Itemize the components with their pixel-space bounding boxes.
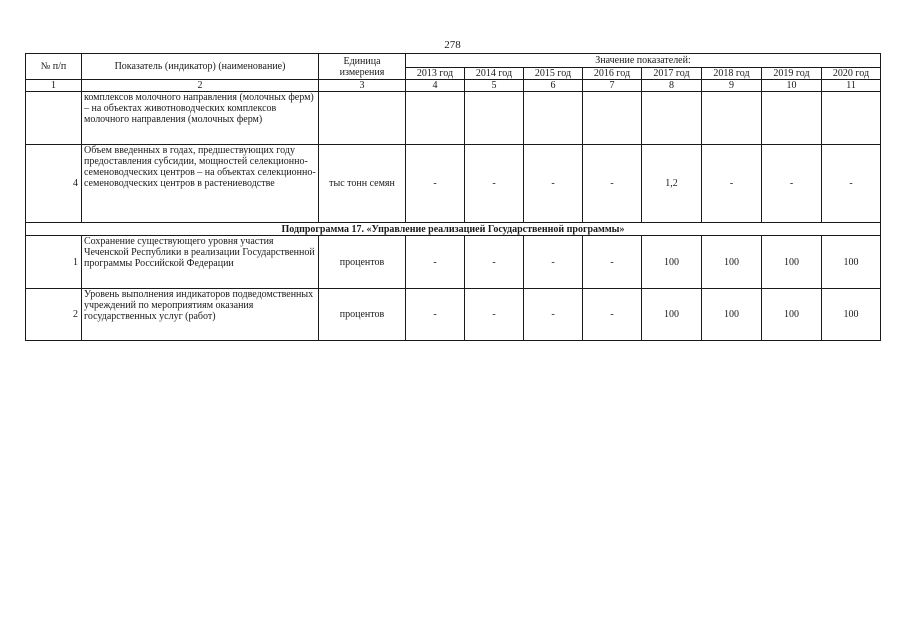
column-number: 3 xyxy=(319,80,406,92)
section-row xyxy=(26,223,881,236)
indicator-name: комплексов молочного направления (молочных ферм) – на объектах животноводческих комплексов молочного направления (молочных ферм) xyxy=(82,92,319,145)
value-cell: 100 xyxy=(642,236,702,289)
value-cell: 100 xyxy=(702,236,762,289)
value-cell: - xyxy=(583,236,642,289)
value-cell xyxy=(822,92,881,145)
row-number xyxy=(26,92,82,145)
indicators-table xyxy=(25,53,881,341)
value-cell xyxy=(406,92,465,145)
table-row xyxy=(26,236,881,289)
header-unit: Единица измерения xyxy=(319,54,406,80)
value-cell: 100 xyxy=(762,236,822,289)
header-row xyxy=(26,54,881,68)
value-cell xyxy=(702,92,762,145)
header-year: 2017 год xyxy=(642,68,702,80)
section-title: Подпрограмма 17. «Управление реализацией Государственной программы» xyxy=(26,223,881,236)
value-cell: - xyxy=(702,145,762,223)
value-cell xyxy=(642,92,702,145)
header-values-group: Значение показателей: xyxy=(406,54,881,68)
table-row xyxy=(26,92,881,145)
indicator-name: Уровень выполнения индикаторов подведомственных учреждений по мероприятиям оказания государственных услуг (работ) xyxy=(82,289,319,341)
header-indicator: Показатель (индикатор) (наименование) xyxy=(82,54,319,80)
unit-cell: тыс тонн семян xyxy=(319,145,406,223)
page-number: 278 xyxy=(444,39,461,51)
value-cell: - xyxy=(406,289,465,341)
column-number: 4 xyxy=(406,80,465,92)
value-cell: - xyxy=(465,236,524,289)
header-year: 2020 год xyxy=(822,68,881,80)
value-cell: - xyxy=(465,289,524,341)
column-number: 10 xyxy=(762,80,822,92)
unit-cell xyxy=(319,92,406,145)
table-row xyxy=(26,289,881,341)
value-cell: - xyxy=(524,236,583,289)
column-number: 9 xyxy=(702,80,762,92)
header-year: 2014 год xyxy=(465,68,524,80)
indicator-name: Объем введенных в годах, предшествующих году предоставления субсидии, мощностей селекционно-семеноводческих центров – на объектах селекционно- семеноводческих центров в растениеводстве xyxy=(82,145,319,223)
column-numbers-row xyxy=(26,80,881,92)
unit-cell: процентов xyxy=(319,289,406,341)
value-cell: 100 xyxy=(642,289,702,341)
value-cell: 100 xyxy=(822,289,881,341)
value-cell: - xyxy=(583,145,642,223)
row-number: 1 xyxy=(26,236,82,289)
header-year: 2016 год xyxy=(583,68,642,80)
column-number: 8 xyxy=(642,80,702,92)
header-year: 2019 год xyxy=(762,68,822,80)
header-year: 2018 год xyxy=(702,68,762,80)
value-cell: - xyxy=(822,145,881,223)
table-row xyxy=(26,145,881,223)
value-cell: 100 xyxy=(762,289,822,341)
value-cell: 100 xyxy=(702,289,762,341)
column-number: 5 xyxy=(465,80,524,92)
header-number: № п/п xyxy=(26,54,82,80)
header-year: 2015 год xyxy=(524,68,583,80)
column-number: 2 xyxy=(82,80,319,92)
value-cell xyxy=(762,92,822,145)
value-cell: - xyxy=(524,145,583,223)
row-number: 4 xyxy=(26,145,82,223)
value-cell xyxy=(583,92,642,145)
header-year: 2013 год xyxy=(406,68,465,80)
value-cell: 100 xyxy=(822,236,881,289)
value-cell: - xyxy=(406,236,465,289)
column-number: 11 xyxy=(822,80,881,92)
value-cell xyxy=(465,92,524,145)
value-cell: - xyxy=(406,145,465,223)
value-cell: - xyxy=(762,145,822,223)
value-cell: - xyxy=(524,289,583,341)
value-cell: - xyxy=(465,145,524,223)
value-cell xyxy=(524,92,583,145)
column-number: 7 xyxy=(583,80,642,92)
indicator-name: Сохранение существующего уровня участия Чеченской Республики в реализации Государственной программы Российской Федерации xyxy=(82,236,319,289)
unit-cell: процентов xyxy=(319,236,406,289)
column-number: 1 xyxy=(26,80,82,92)
column-number: 6 xyxy=(524,80,583,92)
value-cell: - xyxy=(583,289,642,341)
row-number: 2 xyxy=(26,289,82,341)
value-cell: 1,2 xyxy=(642,145,702,223)
